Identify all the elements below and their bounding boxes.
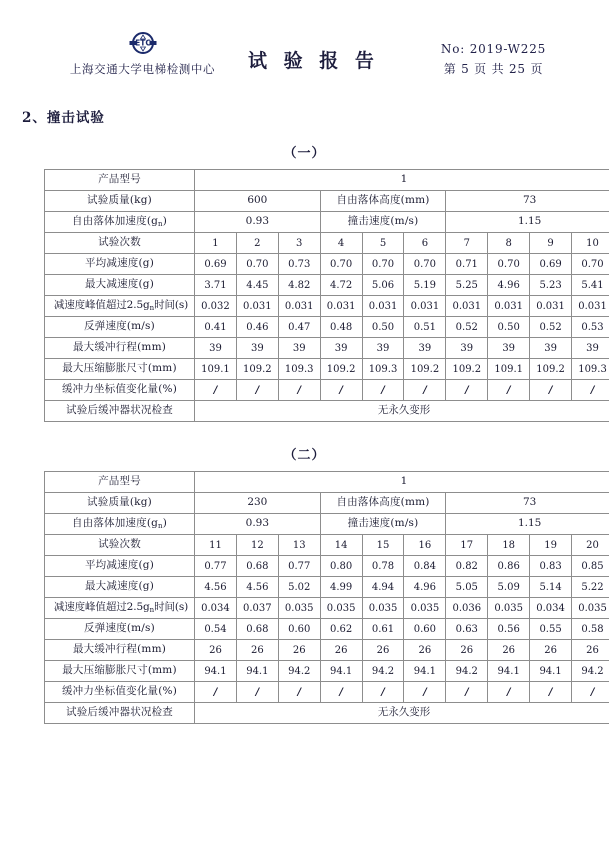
cell: 26 <box>446 640 488 661</box>
cell: 4.82 <box>278 275 320 296</box>
cell: 18 <box>488 535 530 556</box>
table-row-rebound-speed <box>45 317 609 338</box>
cell: 5.23 <box>530 275 572 296</box>
cell: 15 <box>362 535 404 556</box>
row-label: 平均减速度(g) <box>45 556 195 577</box>
cell: 7 <box>446 233 488 254</box>
cell: 0.035 <box>572 598 609 619</box>
cell: 0.034 <box>530 598 572 619</box>
row-label: 试验次数 <box>45 535 195 556</box>
cell: 11 <box>195 535 237 556</box>
cell: 39 <box>530 338 572 359</box>
cell: 0.68 <box>236 619 278 640</box>
table-row-accel-speed <box>45 212 609 233</box>
cell: 5.41 <box>572 275 609 296</box>
cell: 19 <box>530 535 572 556</box>
row-label: 最大减速度(g) <box>45 577 195 598</box>
cell: / <box>530 380 572 401</box>
cell: 94.1 <box>195 661 237 682</box>
impact-test-table-1 <box>44 169 609 422</box>
cell: 94.1 <box>488 661 530 682</box>
cell: 39 <box>488 338 530 359</box>
cell: 26 <box>530 640 572 661</box>
table-row-buffer-force-change <box>45 682 609 703</box>
table-row-max-decel <box>45 275 609 296</box>
cell: / <box>278 682 320 703</box>
cell-post-test-result: 无永久变形 <box>195 703 609 724</box>
cell: 109.3 <box>362 359 404 380</box>
cell: 94.2 <box>362 661 404 682</box>
cell: 0.52 <box>446 317 488 338</box>
row-label: 缓冲力坐标值变化量(%) <box>45 682 195 703</box>
cell-free-fall-accel-value: 0.93 <box>195 514 321 535</box>
cell: 0.031 <box>446 296 488 317</box>
table-row-test-count <box>45 535 609 556</box>
row-label: 试验质量(kg) <box>45 493 195 514</box>
cell-product-model-value: 1 <box>195 472 609 493</box>
table-2-caption: （二） <box>0 444 609 463</box>
cell: 4.56 <box>195 577 237 598</box>
table-row-max-buffer-stroke <box>45 338 609 359</box>
cell: 39 <box>236 338 278 359</box>
cell: 4.94 <box>362 577 404 598</box>
cell: / <box>320 380 362 401</box>
cell: 0.50 <box>488 317 530 338</box>
table-row-post-test-check <box>45 703 609 724</box>
cell: 94.2 <box>572 661 609 682</box>
report-meta <box>406 40 581 80</box>
cell: 14 <box>320 535 362 556</box>
cell: 26 <box>278 640 320 661</box>
cell: 0.46 <box>236 317 278 338</box>
cell: 0.61 <box>362 619 404 640</box>
cell: 5.05 <box>446 577 488 598</box>
row-label: 反弹速度(m/s) <box>45 317 195 338</box>
cell: 26 <box>488 640 530 661</box>
cell: 39 <box>572 338 609 359</box>
table-row-test-count <box>45 233 609 254</box>
row-label-free-fall-height: 自由落体高度(mm) <box>320 493 446 514</box>
row-label: 试验质量(kg) <box>45 191 195 212</box>
table-row-product-model <box>45 472 609 493</box>
cell: 0.41 <box>195 317 237 338</box>
table-row-product-model <box>45 170 609 191</box>
cell: 17 <box>446 535 488 556</box>
cell: 94.1 <box>320 661 362 682</box>
cell: 0.63 <box>446 619 488 640</box>
cell: 4 <box>320 233 362 254</box>
table-row-accel-speed <box>45 514 609 535</box>
cell: 5.06 <box>362 275 404 296</box>
cell: / <box>530 682 572 703</box>
document-title: 试 验 报 告 <box>248 46 379 73</box>
cell: 0.031 <box>236 296 278 317</box>
cell-product-model-value: 1 <box>195 170 609 191</box>
table-row-avg-decel <box>45 556 609 577</box>
cell: 94.2 <box>278 661 320 682</box>
etc-emblem-icon <box>128 28 158 58</box>
section-heading: 2、撞击试验 <box>22 106 609 126</box>
cell: / <box>572 682 609 703</box>
cell-impact-speed-value: 1.15 <box>446 212 609 233</box>
cell: 5.22 <box>572 577 609 598</box>
cell: 3 <box>278 233 320 254</box>
cell: 0.031 <box>278 296 320 317</box>
cell: 39 <box>320 338 362 359</box>
cell: 0.48 <box>320 317 362 338</box>
cell: 109.3 <box>278 359 320 380</box>
table-row-max-compress-size <box>45 661 609 682</box>
cell: 26 <box>404 640 446 661</box>
cell: 0.62 <box>320 619 362 640</box>
cell: 0.031 <box>572 296 609 317</box>
cell: 4.72 <box>320 275 362 296</box>
row-label: 最大缓冲行程(mm) <box>45 338 195 359</box>
cell: 5.14 <box>530 577 572 598</box>
cell: 26 <box>572 640 609 661</box>
row-label-free-fall-accel: 自由落体加速度$(g_n)$ <box>45 514 195 535</box>
cell: 0.54 <box>195 619 237 640</box>
row-label: 最大缓冲行程(mm) <box>45 640 195 661</box>
report-number: No: 2019-W225 <box>406 40 581 60</box>
cell: 94.1 <box>404 661 446 682</box>
cell: 0.77 <box>278 556 320 577</box>
cell: 109.3 <box>572 359 609 380</box>
cell: 0.69 <box>530 254 572 275</box>
cell: 8 <box>488 233 530 254</box>
cell-impact-speed-value: 1.15 <box>446 514 609 535</box>
cell: 0.60 <box>404 619 446 640</box>
cell: 39 <box>278 338 320 359</box>
svg-text:ETC: ETC <box>135 39 151 48</box>
cell: 0.77 <box>195 556 237 577</box>
cell-free-fall-accel-value: 0.93 <box>195 212 321 233</box>
cell: 0.031 <box>320 296 362 317</box>
cell: 0.032 <box>195 296 237 317</box>
cell: / <box>404 380 446 401</box>
table-1-wrapper <box>44 169 571 422</box>
cell: 0.035 <box>278 598 320 619</box>
cell: 0.70 <box>236 254 278 275</box>
cell: 0.80 <box>320 556 362 577</box>
cell: 0.70 <box>488 254 530 275</box>
cell: 94.2 <box>446 661 488 682</box>
impact-test-table-2 <box>44 471 609 724</box>
cell: 0.56 <box>488 619 530 640</box>
cell: 0.83 <box>530 556 572 577</box>
cell: 4.56 <box>236 577 278 598</box>
cell: 0.70 <box>362 254 404 275</box>
cell: 0.52 <box>530 317 572 338</box>
cell: 2 <box>236 233 278 254</box>
cell: 39 <box>195 338 237 359</box>
cell: 0.82 <box>446 556 488 577</box>
cell: 9 <box>530 233 572 254</box>
cell: 0.86 <box>488 556 530 577</box>
cell: 109.2 <box>236 359 278 380</box>
cell: 13 <box>278 535 320 556</box>
cell: 1 <box>195 233 237 254</box>
cell: 0.78 <box>362 556 404 577</box>
cell: / <box>236 380 278 401</box>
row-label: 缓冲力坐标值变化量(%) <box>45 380 195 401</box>
cell: 109.1 <box>195 359 237 380</box>
cell: 5.25 <box>446 275 488 296</box>
cell: / <box>446 380 488 401</box>
cell: 5.09 <box>488 577 530 598</box>
cell: 109.2 <box>530 359 572 380</box>
cell: 0.031 <box>488 296 530 317</box>
row-label: 试验后缓冲器状况检查 <box>45 401 195 422</box>
cell: / <box>195 380 237 401</box>
cell: 3.71 <box>195 275 237 296</box>
table-row-peak-time <box>45 598 609 619</box>
table-row-mass-height <box>45 493 609 514</box>
row-label: 产品型号 <box>45 170 195 191</box>
cell: 0.70 <box>404 254 446 275</box>
table-1-caption: （一） <box>0 142 609 161</box>
cell: 5.02 <box>278 577 320 598</box>
row-label-impact-speed: 撞击速度(m/s) <box>320 212 446 233</box>
cell: 26 <box>236 640 278 661</box>
cell: 4.96 <box>488 275 530 296</box>
cell: / <box>320 682 362 703</box>
cell: 0.035 <box>404 598 446 619</box>
table-row-max-compress-size <box>45 359 609 380</box>
cell: 39 <box>446 338 488 359</box>
cell: 0.50 <box>362 317 404 338</box>
cell: 26 <box>195 640 237 661</box>
cell: 20 <box>572 535 609 556</box>
cell: 0.031 <box>530 296 572 317</box>
row-label: 产品型号 <box>45 472 195 493</box>
table-row-max-buffer-stroke <box>45 640 609 661</box>
cell: 39 <box>404 338 446 359</box>
cell: 0.036 <box>446 598 488 619</box>
cell: 0.71 <box>446 254 488 275</box>
table-row-mass-height <box>45 191 609 212</box>
table-row-buffer-force-change <box>45 380 609 401</box>
organization-name: 上海交通大学电梯检测中心 <box>40 61 245 77</box>
cell: 109.2 <box>446 359 488 380</box>
table-row-avg-decel <box>45 254 609 275</box>
cell: 0.84 <box>404 556 446 577</box>
cell: 5.19 <box>404 275 446 296</box>
row-label: 试验后缓冲器状况检查 <box>45 703 195 724</box>
cell: 0.70 <box>320 254 362 275</box>
row-label-peak-time: 减速度峰值超过$2.5g_n$时间(s) <box>45 598 195 619</box>
cell: 0.035 <box>320 598 362 619</box>
cell-free-fall-height-value: 73 <box>446 191 609 212</box>
cell: 0.035 <box>362 598 404 619</box>
cell: 0.47 <box>278 317 320 338</box>
organization-branding <box>40 28 245 77</box>
cell: / <box>195 682 237 703</box>
cell: 0.031 <box>362 296 404 317</box>
table-row-post-test-check <box>45 401 609 422</box>
page-header <box>0 28 609 100</box>
row-label: 最大减速度(g) <box>45 275 195 296</box>
cell: / <box>446 682 488 703</box>
row-label-impact-speed: 撞击速度(m/s) <box>320 514 446 535</box>
cell: / <box>362 380 404 401</box>
row-label: 最大压缩膨胀尺寸(mm) <box>45 661 195 682</box>
cell: 0.70 <box>572 254 609 275</box>
cell: 0.034 <box>195 598 237 619</box>
cell: 4.45 <box>236 275 278 296</box>
cell: 94.1 <box>530 661 572 682</box>
cell: 0.69 <box>195 254 237 275</box>
cell: 109.1 <box>488 359 530 380</box>
cell: 5 <box>362 233 404 254</box>
cell: / <box>488 682 530 703</box>
cell: 109.2 <box>404 359 446 380</box>
cell: 10 <box>572 233 609 254</box>
row-label: 最大压缩膨胀尺寸(mm) <box>45 359 195 380</box>
table-2-wrapper <box>44 471 571 724</box>
cell: / <box>362 682 404 703</box>
row-label: 反弹速度(m/s) <box>45 619 195 640</box>
cell: / <box>404 682 446 703</box>
cell: / <box>572 380 609 401</box>
row-label: 试验次数 <box>45 233 195 254</box>
cell: / <box>488 380 530 401</box>
cell: 0.73 <box>278 254 320 275</box>
cell-test-mass-value: 600 <box>195 191 321 212</box>
cell: 0.037 <box>236 598 278 619</box>
row-label-free-fall-height: 自由落体高度(mm) <box>320 191 446 212</box>
row-label-peak-time: 减速度峰值超过$2.5g_n$时间(s) <box>45 296 195 317</box>
table-row-rebound-speed <box>45 619 609 640</box>
cell: 0.51 <box>404 317 446 338</box>
cell: 0.53 <box>572 317 609 338</box>
row-label-free-fall-accel: 自由落体加速度$(g_n)$ <box>45 212 195 233</box>
cell: / <box>236 682 278 703</box>
cell: / <box>278 380 320 401</box>
report-page <box>0 28 609 859</box>
cell: 0.58 <box>572 619 609 640</box>
cell: 4.99 <box>320 577 362 598</box>
cell: 26 <box>362 640 404 661</box>
cell: 16 <box>404 535 446 556</box>
cell: 4.96 <box>404 577 446 598</box>
cell: 0.035 <box>488 598 530 619</box>
cell: 109.2 <box>320 359 362 380</box>
cell: 0.55 <box>530 619 572 640</box>
table-row-peak-time <box>45 296 609 317</box>
cell: 0.031 <box>404 296 446 317</box>
cell: 0.60 <box>278 619 320 640</box>
row-label: 平均减速度(g) <box>45 254 195 275</box>
cell: 39 <box>362 338 404 359</box>
cell: 94.1 <box>236 661 278 682</box>
table-row-max-decel <box>45 577 609 598</box>
cell: 0.68 <box>236 556 278 577</box>
cell-test-mass-value: 230 <box>195 493 321 514</box>
cell: 26 <box>320 640 362 661</box>
page-number: 第 5 页 共 25 页 <box>406 60 581 80</box>
cell: 6 <box>404 233 446 254</box>
cell: 0.85 <box>572 556 609 577</box>
cell: 12 <box>236 535 278 556</box>
cell-free-fall-height-value: 73 <box>446 493 609 514</box>
cell-post-test-result: 无永久变形 <box>195 401 609 422</box>
